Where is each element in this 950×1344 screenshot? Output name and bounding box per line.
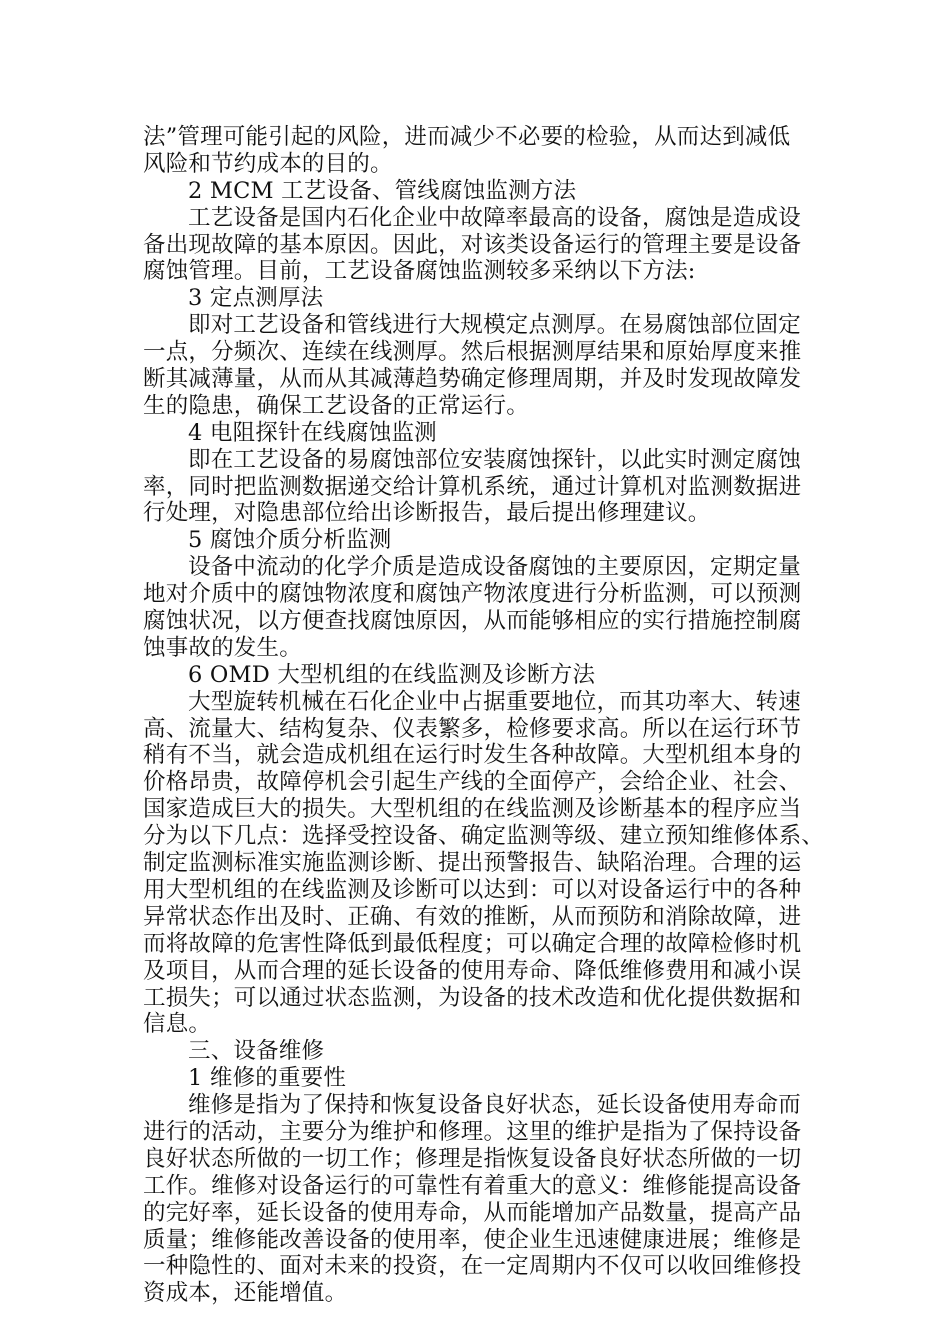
text-line: 国家造成巨大的损失。大型机组的在线监测及诊断基本的程序应当 [143, 796, 802, 823]
text-line: 6 OMD 大型机组的在线监测及诊断方法 [188, 661, 596, 688]
text-line: 的完好率，延长设备的使用寿命，从而能增加产品数量，提高产品 [143, 1199, 802, 1226]
text-line: 高、流量大、结构复杂、仪表繁多，检修要求高。所以在运行环节 [143, 715, 802, 742]
text-line: 断其减薄量，从而从其减薄趋势确定修理周期，并及时发现故障发 [143, 366, 802, 393]
document-body [143, 124, 823, 1307]
text-line: 法”管理可能引起的风险，进而减少不必要的检验，从而达到减低 [143, 124, 791, 150]
text-line: 及项目，从而合理的延长设备的使用寿命、降低维修费用和减小误 [143, 957, 802, 984]
text-line: 风险和节约成本的目的。 [143, 150, 393, 177]
text-line: 大型旋转机械在石化企业中占据重要地位，而其功率大、转速 [188, 688, 801, 715]
text-line: 工损失；可以通过状态监测，为设备的技术改造和优化提供数据和 [143, 984, 802, 1011]
text-line: 生的隐患，确保工艺设备的正常运行。 [143, 392, 529, 419]
text-line: 2 MCM 工艺设备、管线腐蚀监测方法 [188, 177, 577, 204]
text-line: 行处理，对隐患部位给出诊断报告，最后提出修理建议。 [143, 500, 711, 527]
text-line: 地对介质中的腐蚀物浓度和腐蚀产物浓度进行分析监测，可以预测 [143, 581, 802, 608]
text-line: 设备中流动的化学介质是造成设备腐蚀的主要原因，定期定量 [188, 554, 801, 581]
text-line: 而将故障的危害性降低到最低程度；可以确定合理的故障检修时机 [143, 930, 802, 957]
text-line: 工作。维修对设备运行的可靠性有着重大的意义：维修能提高设备 [143, 1172, 802, 1199]
text-line: 三、设备维修 [188, 1038, 325, 1065]
text-line: 质量；维修能改善设备的使用率，使企业生迅速健康进展；维修是 [143, 1226, 802, 1253]
text-line: 稍有不当，就会造成机组在运行时发生各种故障。大型机组本身的 [143, 742, 802, 769]
text-line: 维修是指为了保持和恢复设备良好状态，延长设备使用寿命而 [188, 1092, 801, 1119]
text-line: 信息。 [143, 1011, 212, 1038]
text-line: 蚀事故的发生。 [143, 634, 302, 661]
text-line: 腐蚀管理。目前，工艺设备腐蚀监测较多采纳以下方法: [143, 258, 696, 285]
text-line: 即在工艺设备的易腐蚀部位安装腐蚀探针，以此实时测定腐蚀 [188, 446, 801, 473]
text-line: 价格昂贵，故障停机会引起生产线的全面停产，会给企业、社会、 [143, 769, 802, 796]
text-line: 一点，分频次、连续在线测厚。然后根据测厚结果和原始厚度来推 [143, 339, 802, 366]
text-line: 即对工艺设备和管线进行大规模定点测厚。在易腐蚀部位固定 [188, 312, 801, 339]
text-line: 腐蚀状况，以方便查找腐蚀原因，从而能够相应的实行措施控制腐 [143, 608, 802, 635]
text-line: 一种隐性的、面对未来的投资，在一定周期内不仅可以收回维修投 [143, 1253, 802, 1280]
text-line: 良好状态所做的一切工作；修理是指恢复设备良好状态所做的一切 [143, 1145, 802, 1172]
text-line: 进行的活动，主要分为维护和修理。这里的维护是指为了保持设备 [143, 1118, 802, 1145]
text-line: 3 定点测厚法 [188, 285, 324, 312]
text-line: 工艺设备是国内石化企业中故障率最高的设备，腐蚀是造成设 [188, 204, 801, 231]
text-line: 备出现故障的基本原因。因此，对该类设备运行的管理主要是设备 [143, 231, 802, 258]
text-line: 4 电阻探针在线腐蚀监测 [188, 419, 437, 446]
text-line: 分为以下几点：选择受控设备、确定监测等级、建立预知维修体系、 [143, 823, 825, 850]
text-line: 5 腐蚀介质分析监测 [188, 527, 392, 554]
text-line: 资成本，还能增值。 [143, 1280, 348, 1307]
text-line: 制定监测标准实施监测诊断、提出预警报告、缺陷治理。合理的运 [143, 850, 802, 877]
text-line: 用大型机组的在线监测及诊断可以达到：可以对设备运行中的各种 [143, 876, 802, 903]
text-line: 率，同时把监测数据递交给计算机系统，通过计算机对监测数据进 [143, 473, 802, 500]
text-line: 1 维修的重要性 [188, 1065, 347, 1092]
text-line: 异常状态作出及时、正确、有效的推断，从而预防和消除故障，进 [143, 903, 802, 930]
